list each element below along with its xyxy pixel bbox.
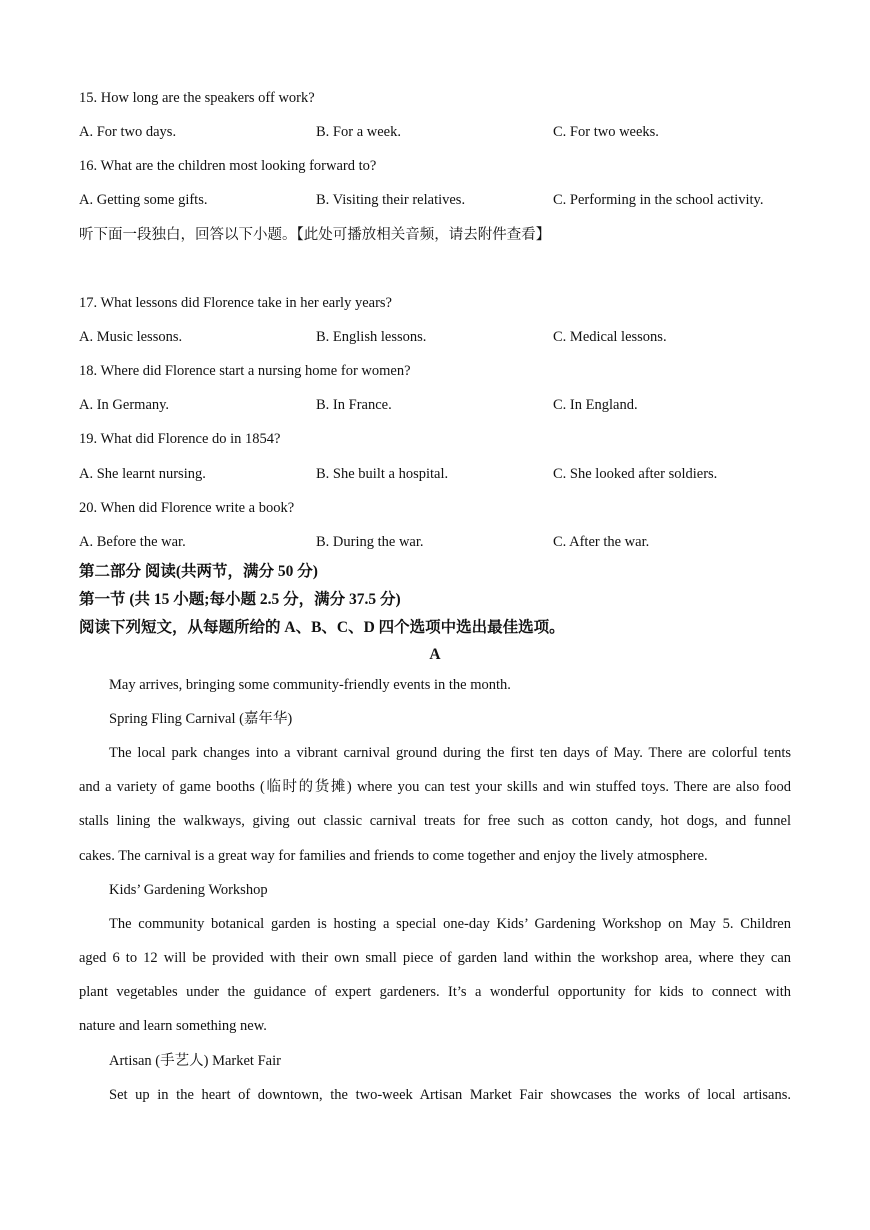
part2-title: 第二部分 阅读(共两节，满分 50 分) xyxy=(79,563,318,580)
option-b: B. English lessons. xyxy=(316,329,427,345)
section1-title: 第一节 (共 15 小题;每小题 2.5 分，满分 37.5 分) xyxy=(79,591,401,608)
event2-title: Kids’ Gardening Workshop xyxy=(109,882,268,898)
options-15 xyxy=(79,122,799,142)
question-15: 15. How long are the speakers off work? xyxy=(79,90,315,106)
option-b: B. During the war. xyxy=(316,534,424,550)
option-a: A. Before the war. xyxy=(79,534,186,550)
event2-line-3: plant vegetables under the guidance of expert gardeners. It’s a wonderful opportunity for kids to connect with xyxy=(79,984,791,1000)
question-17: 17. What lessons did Florence take in her early years? xyxy=(79,295,392,311)
event1-line-4: cakes. The carnival is a great way for families and friends to come together and enjoy the lively atmosphere. xyxy=(79,848,708,864)
passage-intro: May arrives, bringing some community-friendly events in the month. xyxy=(109,677,511,693)
option-c: C. Medical lessons. xyxy=(553,329,667,345)
event1-line-2: and a variety of game booths (临时的货摊) where you can test your skills and win stuffed toys. There are also food xyxy=(79,779,791,795)
option-b: B. In France. xyxy=(316,397,392,413)
options-19 xyxy=(79,464,799,484)
question-18: 18. Where did Florence start a nursing home for women? xyxy=(79,363,411,379)
option-c: C. In England. xyxy=(553,397,638,413)
question-16: 16. What are the children most looking forward to? xyxy=(79,158,377,174)
option-b: B. For a week. xyxy=(316,124,401,140)
passage-label: A xyxy=(429,646,441,663)
option-c: C. After the war. xyxy=(553,534,650,550)
event2-line-1: The community botanical garden is hosting a special one-day Kids’ Gardening Workshop on May 5. Children xyxy=(109,916,791,932)
option-b: B. She built a hospital. xyxy=(316,466,449,482)
event3-line-1: Set up in the heart of downtown, the two-week Artisan Market Fair showcases the works of local artisans. xyxy=(109,1087,791,1103)
option-c: C. For two weeks. xyxy=(553,124,659,140)
option-a: A. She learnt nursing. xyxy=(79,466,206,482)
option-a: A. Music lessons. xyxy=(79,329,183,345)
event1-line-1: The local park changes into a vibrant carnival ground during the first ten days of May. There are colorful tents xyxy=(109,745,791,761)
options-18 xyxy=(79,395,799,415)
options-20 xyxy=(79,532,799,552)
option-c: C. Performing in the school activity. xyxy=(553,192,764,208)
reading-instruction: 阅读下列短文，从每题所给的 A、B、C、D 四个选项中选出最佳选项。 xyxy=(79,619,565,636)
event1-line-3: stalls lining the walkways, giving out classic carnival treats for free such as cotton candy, hot dogs, and funnel xyxy=(79,813,791,829)
option-a: A. For two days. xyxy=(79,124,177,140)
event3-title: Artisan (手艺人) Market Fair xyxy=(109,1053,281,1069)
monologue-note: 听下面一段独白，回答以下小题。【此处可播放相关音频，请去附件查看】 xyxy=(79,227,551,243)
option-c: C. She looked after soldiers. xyxy=(553,466,718,482)
event2-line-2: aged 6 to 12 will be provided with their own small piece of garden land within the workshop area, where they can xyxy=(79,950,791,966)
event2-line-4: nature and learn something new. xyxy=(79,1018,267,1034)
question-19: 19. What did Florence do in 1854? xyxy=(79,431,281,447)
event1-title: Spring Fling Carnival (嘉年华) xyxy=(109,711,293,727)
question-20: 20. When did Florence write a book? xyxy=(79,500,295,516)
option-b: B. Visiting their relatives. xyxy=(316,192,466,208)
option-a: A. In Germany. xyxy=(79,397,170,413)
options-17 xyxy=(79,327,799,347)
option-a: A. Getting some gifts. xyxy=(79,192,208,208)
options-16 xyxy=(79,190,799,210)
